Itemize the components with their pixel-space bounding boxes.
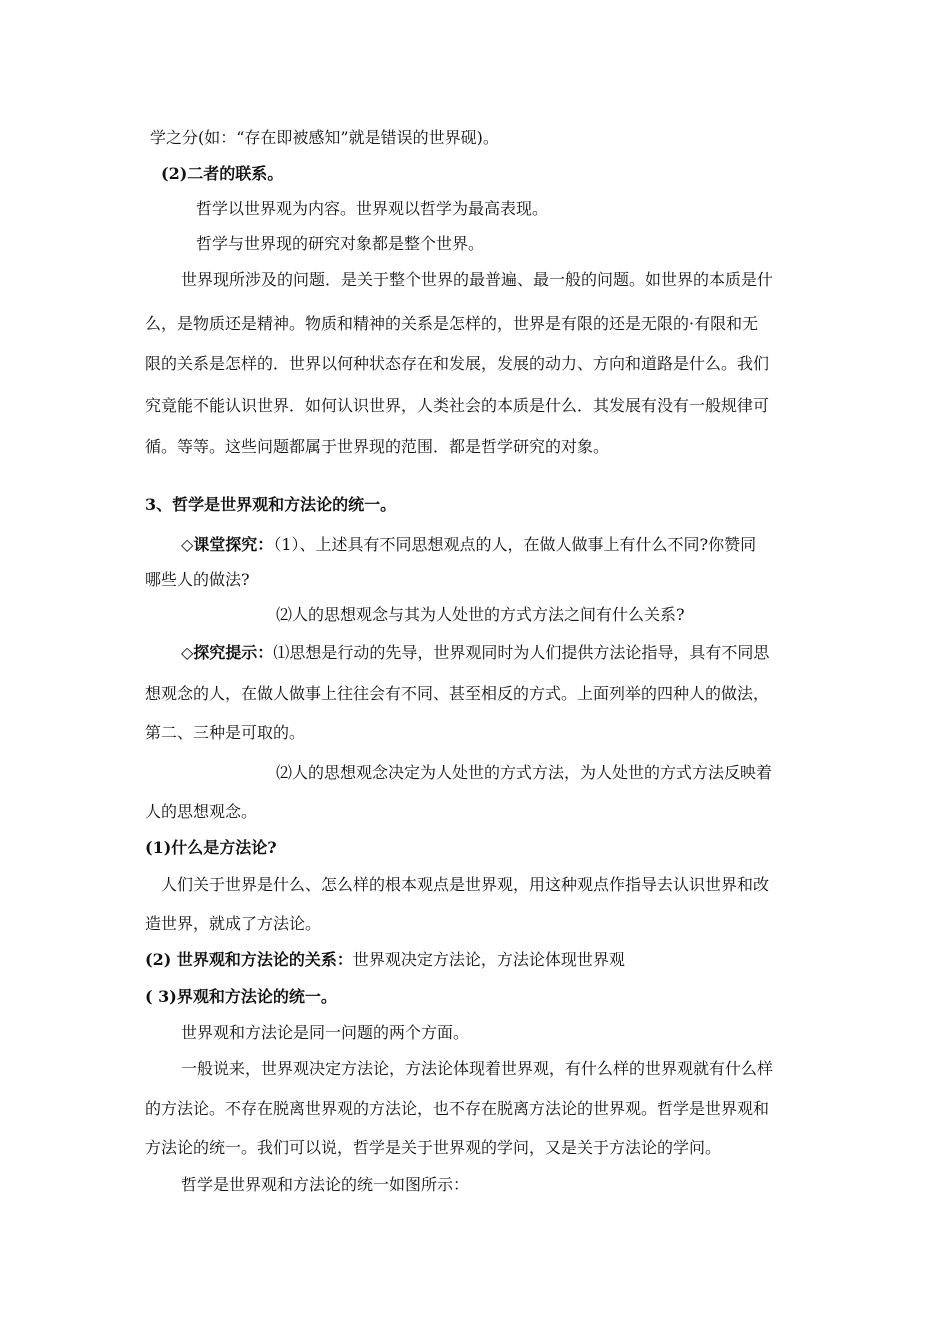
text-line: 究竟能不能认识世界．如何认识世界，人类社会的本质是什么．其发展有没有一般规律可 — [145, 396, 770, 415]
class-exploration-text: （1）、上述具有不同思想观点的人，在做人做事上有什么不同?你赞同 — [273, 535, 757, 554]
text-line: 哲学以世界观为内容。世界观以哲学为最高表现。 — [196, 199, 549, 218]
section-heading: 3、哲学是世界观和方法论的统一。 — [145, 495, 397, 514]
section-heading: (1)什么是方法论? — [145, 838, 277, 857]
text-line: ⑵人的思想观念与其为人处世的方式方法之间有什么关系? — [276, 605, 685, 624]
relation-text: 世界观决定方法论，方法论体现世界观 — [352, 950, 625, 969]
text-line: 世界观和方法论是同一问题的两个方面。 — [181, 1023, 470, 1042]
class-exploration-label: ◇课堂探究： — [181, 535, 274, 554]
text-line: 世界现所涉及的问题．是关于整个世界的最普遍、最一般的问题。如世界的本质是什 — [181, 270, 774, 289]
text-line: 一般说来，世界观决定方法论，方法论体现着世界观，有什么样的世界观就有什么样 — [181, 1059, 774, 1078]
text-line: 哲学与世界现的研究对象都是整个世界。 — [196, 234, 485, 253]
exploration-tip-line — [181, 643, 769, 663]
text-line: 循。等等。这些问题都属于世界现的范围．都是哲学研究的对象。 — [145, 437, 610, 456]
relation-line — [145, 950, 625, 970]
text-line: 想观念的人，在做人做事上往往会有不同、甚至相反的方式。上面列举的四种人的做法， — [145, 684, 770, 703]
text-line: 限的关系是怎样的．世界以何种状态存在和发展，发展的动力、方向和道路是什么。我们 — [145, 354, 770, 373]
text-line: 哪些人的做法? — [145, 570, 250, 589]
section-heading: (2)二者的联系。 — [161, 164, 284, 183]
text-line: 哲学是世界观和方法论的统一如图所示： — [181, 1175, 470, 1194]
text-line: 的方法论。不存在脱离世界观的方法论，也不存在脱离方法论的世界观。哲学是世界观和 — [145, 1099, 770, 1118]
exploration-tip-text: ⑴思想是行动的先导，世界观同时为人们提供方法论指导，具有不同思 — [273, 643, 770, 662]
exploration-tip-label: ◇探究提示： — [181, 643, 274, 662]
relation-label: (2) 世界观和方法论的关系： — [145, 950, 353, 969]
text-line: 人们关于世界是什么、怎么样的根本观点是世界观，用这种观点作指导去认识世界和改 — [161, 875, 770, 894]
section-heading: ( 3)界观和方法论的统一。 — [145, 987, 337, 1006]
text-line: 人的思想观念。 — [145, 802, 258, 821]
text-line: ⑵人的思想观念决定为人处世的方式方法，为人处世的方式方法反映着 — [276, 763, 773, 782]
class-exploration-line — [181, 535, 756, 555]
text-line: 造世界，就成了方法论。 — [145, 914, 322, 933]
text-line: 么，是物质还是精神。物质和精神的关系是怎样的，世界是有限的还是无限的·有限和无 — [145, 314, 759, 333]
text-line: 方法论的统一。我们可以说，哲学是关于世界观的学问，又是关于方法论的学问。 — [145, 1138, 722, 1157]
text-line: 学之分(如：“存在即被感知”就是错误的世界砚)。 — [150, 128, 499, 147]
text-line: 第二、三种是可取的。 — [145, 723, 306, 742]
